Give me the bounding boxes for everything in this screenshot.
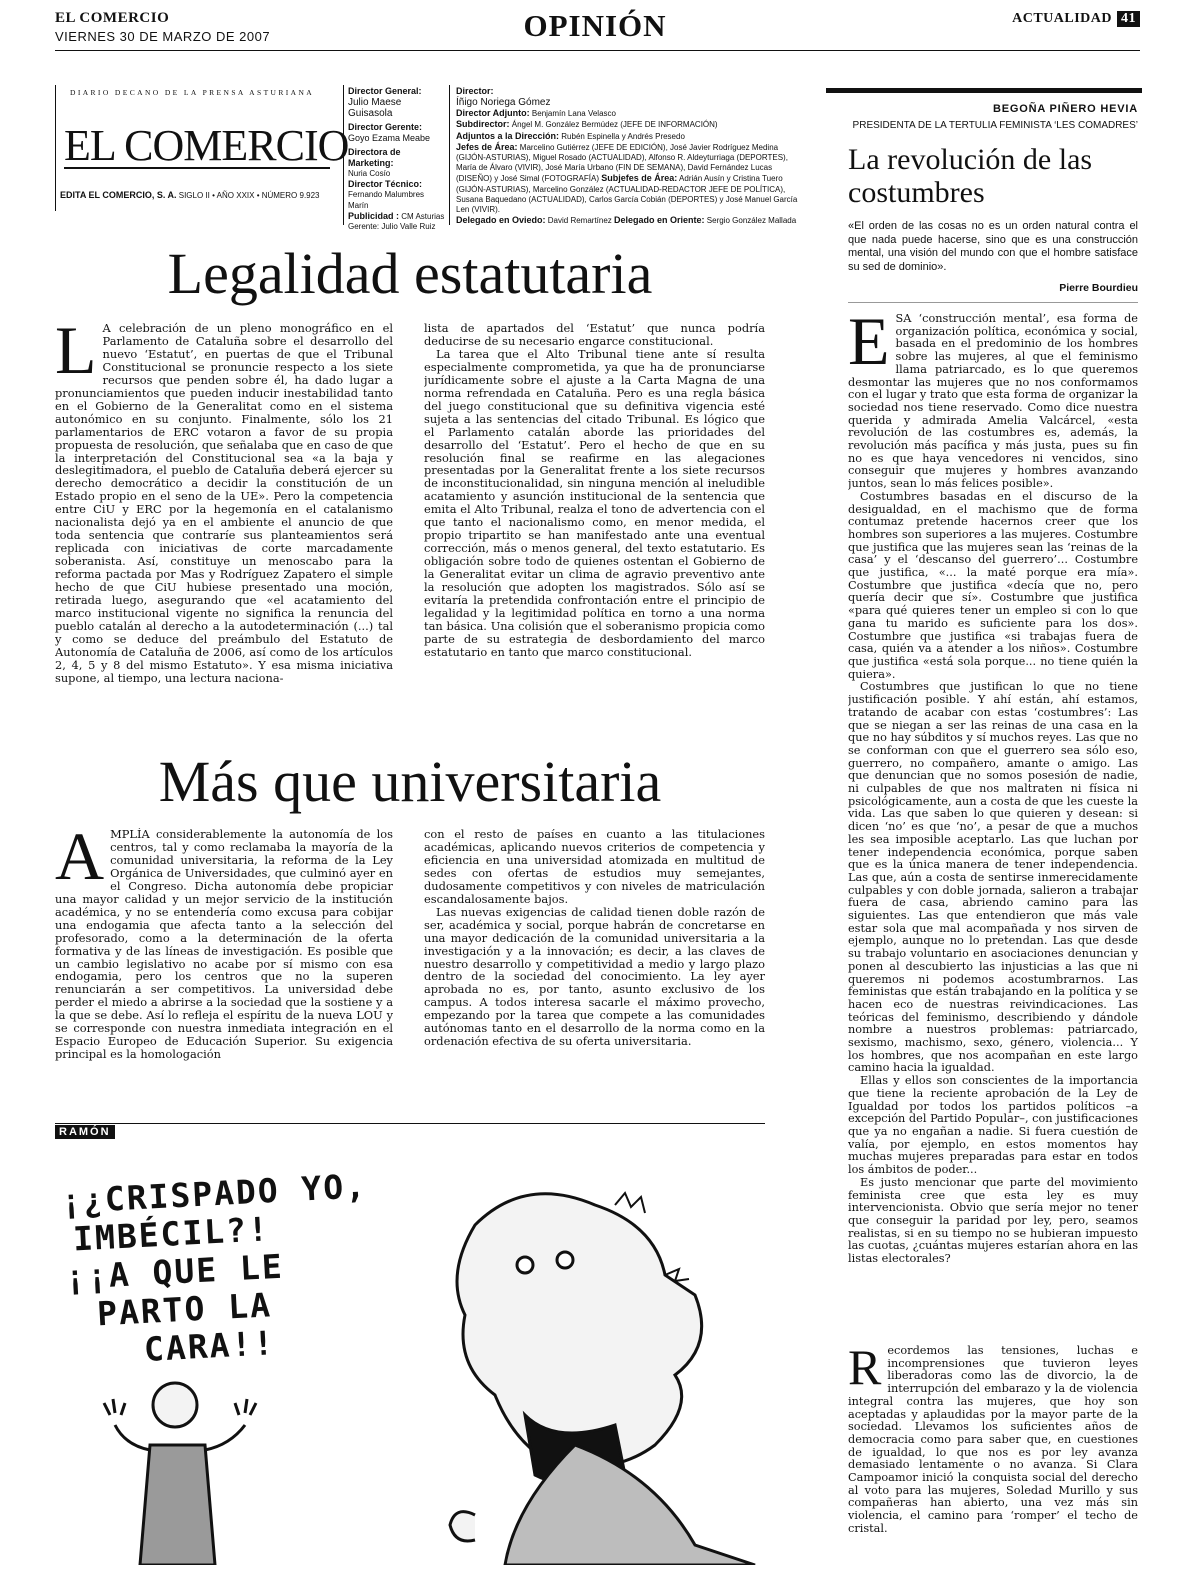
label-subjefes: Subjefes de Área:	[601, 173, 678, 184]
cartoon-panel	[55, 1145, 765, 1565]
section-title: OPINIÓN	[523, 8, 667, 43]
column-body	[848, 313, 1138, 1338]
director-tecnico: Fernando Malumbres Marín	[348, 190, 425, 210]
column-paragraph-1: SA ‘construcción mental’, esa forma de organización política, económica y social, basada en el predominio de los hombres sobre las mujeres, al que el feminismo llama patriarcado, es lo que queremos desmontar las mujeres que no nos conformamos con el lugar y trato que esta forma de organizar la sociedad nos tiene reservado. Como dice nuestra querida y admirada Amelia Valcárcel, «esta revolución de las costumbres es, además, la revolución más pacífica y más justa, pues su fin no es que haya vencedores ni vencidos, sino conseguir que mujeres y hombres avanzando juntos, sean lo más felices posible».	[848, 313, 1138, 491]
editorial-1-column-1	[55, 322, 393, 717]
editorial-1-title: Legalidad estatutaria	[167, 241, 653, 306]
masthead-management	[348, 86, 446, 232]
column-title: La revolución de las costumbres	[848, 143, 1093, 209]
logo-rule	[64, 167, 330, 169]
column-drop-cap: E	[848, 313, 890, 379]
masthead-editorial-staff	[456, 86, 798, 226]
editorial-2-paragraph-3: Las nuevas exigencias de calidad tienen doble razón de ser, académica y social, porque habrán de concretarse en una mayor dedicación de la comunidad universitaria a la investigación y a la innovación; es decir, a las claves de nuestro desarrollo y competitividad a medio y largo plazo dentro de la sociedad del conocimiento. La ley ayer aprobada no es, por tanto, asunto exclusivo de los campus. A todos interesa sacarle el máximo provecho, empezando por la tarea que compete a las comunidades autónomas tanto en el desarrollo de la norma como en la ordenación efectiva de su oferta universitaria.	[424, 904, 765, 1049]
column-paragraph-2: Costumbres basadas en el discurso de la desigualdad, en el machismo que de forma contumaz pretende hacernos creer que los hombres son superiores a las mujeres. Costumbre que justifica que las mujeres sean las ‘reinas de la casa’ y el ‘descanso del guerrero’... Costumbre que justifica, «... la maté porque era mía». Costumbre que justifica «decía que no, pero quería decir que sí». Costumbre que justifica «para qué quieres tener un empleo si con lo que gana tu marido es suficiente para los dos». Costumbre que justifica «si trabajas fuera de casa, quién va a atender a los niños». Costumbre que justifica «está sola porque... no tiene quién la quiera».	[848, 489, 1138, 681]
cartoon-line-4: PARTO LA	[96, 1285, 273, 1334]
page-number: 41	[1117, 11, 1140, 27]
column-body-end	[848, 1345, 1138, 1570]
header-rule	[55, 50, 1140, 51]
editorial-2-column-1	[55, 828, 393, 1090]
editorial-2-paragraph-1: MPLÍA considerablemente la autonomía de los centros, tal y como reclamaba la mayoría de la comunidad universitaria, la reforma de la Ley Orgánica de Universidades, que culminó ayer en el Congreso. Dicha autonomía debe propiciar una mayor calidad y un mejor servicio de la institución académica, y no se entendería como excusa para cobijar una endogamia que afecta tanto a la selección del profesorado, como a la determinación de la oferta formativa y de las líneas de investigación. Es posible que un cambio legislativo no acabe por sí mismo con esa endogamia, pero los centros que no la superen renunciarán a ser competitivos. La universidad debe perder el miedo a abrirse a la sociedad que la sostiene y a la que se debe. Así lo refleja el espíritu de la nueva LOU y se corresponde con nuestra inmediata integración en el Espacio Europeo de Educación Superior. Su exigencia principal es la homologación	[55, 828, 393, 1062]
column-paragraph-5: Es justo mencionar que parte del movimiento feminista cree que esta ley es muy intervencionista. Obvio que sería mejor no tener que conseguir la paridad por ley, pero, seamos realistas, si en su tiempo no se hubieran impuesto las cuotas, ¿cuántas mujeres estarían ahora en las listas electorales?	[848, 1175, 1138, 1266]
issue-date: VIERNES 30 DE MARZO DE 2007	[55, 29, 271, 44]
director: Íñigo Noriega Gómez	[456, 97, 551, 109]
column-paragraph-4: Ellas y ellos son conscientes de la importancia que tiene la reciente aprobación de la Ley de Igualdad por todos los partidos políticos –a excepción del Partido Popular–, con justificaciones que ya no engañan a nadie. Si fuera cuestión de valía, por ejemplo, en estos momentos hay muchas mujeres preparadas para estar en todos los ámbitos de poder...	[848, 1074, 1138, 1177]
label-director-general: Director General:	[348, 86, 422, 96]
jefes: Marcelino Gutiérrez (JEFE DE EDICIÓN), José Javier Rodríguez Medina (GIJÓN-ASTURIAS), Miguel Rosado (ACTUALIDAD), Alfonso R. Aldeyturriaga (DEPORTES), María de Álvaro (VIVIR), José María Urbano (FIN DE SEMANA), David Fernández Lucas (DISEÑO) y José Simal (FOTOGRAFÍA)	[456, 142, 788, 184]
editorial-1-paragraph-2: lista de apartados del ‘Estatut’ que nunca podría deducirse de su necesario engarce constitucional.	[424, 322, 765, 348]
column-paragraph-3: Costumbres que justifican lo que no tiene justificación posible. Y ahí están, ahí estamos, tratando de acabar con estas ‘costumbres’: Las que se niegan a ser las reinas de una casa en la que no hay súbditos y sí muchos reyes. Las que no se conforman con que el guerrero sea sólo eso, guerrero, no compañero, amante o amigo. Las que denuncian que no somos posesión de nadie, ni culpables de que nos maltraten ni física ni psicológicamente, aun a costa de que les cueste la vida. Las que saben lo que quieren y desean: si dicen ‘no’ es que ‘no’, a pesar de que a muchos les sea imposible aceptarlo. Las que luchan por tener independencia económica, porque saben que es la única manera de tener independencia. Las que, aún a costa de sentirse inmerecidamente culpables y con doble jornada, salieron a trabajar fuera de casa, abriendo camino para las siguientes. Las que entendieron que más vale estar sola que mal acompañada y nos sirven de ejemplo, aunque no lo pretendan. Las que desde su trabajo voluntario en asociaciones denuncian y ponen al descubierto las injusticias a las que ni queremos ni podemos acostumbrarnos. Las feministas que están trabajando en la política y se hacen eco de nuestras reivindicaciones. Las teóricas del feminismo, describiendo y dándole nombre a nuestros problemas: patriarcado, sexismo, machismo, sexo, género, violencia... Y los hombres, que nos acompañan en este largo camino hacia la igualdad.	[848, 680, 1138, 1075]
delegado-oriente: Sergio González Mallada	[706, 216, 797, 226]
column-top-rule	[826, 88, 1142, 93]
label-director-adjunto: Director Adjunto:	[456, 108, 530, 119]
editorial-1-paragraph-3: La tarea que el Alto Tribunal tiene ante sí resulta especialmente comprometida, ya que ha de pronunciarse jurídicamente sobre el ajuste a la Carta Magna de una norma refrendada en Cataluña. Pero es una regla básica del juego constitucional que su definitiva vigencia esté sujeta a las sentencias del citado Tribunal. Es lógico que el Parlamento catalán aborde las prioridades del desarrollo del ‘Estatut’. Pero el hecho de que en su resolución final se reafirme en las alegaciones presentadas por la Generalitat frente a los siete recursos de inconstitucionalidad, sin ninguna mención al ineludible acatamiento y asunción institucional de la sentencia que emita el Alto Tribunal, realza el tono de advertencia con el que tanto el nacionalismo como, en menor medida, el propio tripartito se han manifestado ante una eventual corrección, más o menos general, del texto estatutario. Es obligación sobre todo de quienes ostentan el Gobierno de la Generalitat evitar un clima de agravio preventivo ante la resolución que adopten los magistrados. Sólo así se evitaría la pretendida confrontación entre el principio de legalidad y la legitimidad política en torno a una norma tan básica. Una colisión que el soberanismo propicia como parte de su estrategia de desbordamiento del marco estatutario en tanto que marco constitucional.	[424, 346, 765, 659]
director-gerente: Goyo Ezama Meabe	[348, 133, 431, 144]
label-director-gerente: Director Gerente:	[348, 122, 423, 133]
label-subdirector: Subdirector:	[456, 119, 510, 130]
angry-man-figure	[450, 1194, 755, 1565]
publication-name: EL COMERCIO	[55, 10, 170, 26]
editorial-1-column-2	[424, 322, 765, 717]
publisher-name: EDITA EL COMERCIO, S. A.	[60, 190, 177, 200]
publicidad: CM Asturias	[401, 211, 445, 221]
label-adjuntos: Adjuntos a la Dirección:	[456, 130, 560, 141]
edition-info: SIGLO II • AÑO XXIX • NÚMERO 9.923	[178, 191, 320, 200]
newspaper-logo: EL COMERCIO	[64, 121, 349, 170]
editorial-1-drop-cap: L	[55, 322, 97, 388]
subdirector: Ángel M. González Bermúdez (JEFE DE INFORMACIÓN)	[511, 120, 718, 130]
delegado-oviedo: David Remartínez	[547, 216, 612, 226]
subjefes: Adrián Ausín y Cristina Tuero (GIJÓN-ASTURIAS), Marcelino González (ACTUALIDAD-REDACTOR JEFE DE POLÍTICA), Susana Baquedano (ACTUALIDAD), Carlos García Cobián (DEPORTES) y José Manuel García Len (VIVIR).	[456, 174, 798, 215]
subsection-label	[1012, 11, 1140, 27]
gerente: Gerente: Julio Valle Ruiz	[348, 222, 436, 232]
label-directora-marketing: Directora de Marketing:	[348, 146, 401, 168]
epigraph-rule	[848, 302, 1138, 303]
director-general: Julio Maese Guisasola	[348, 97, 402, 120]
column-author-role: PRESIDENTA DE LA TERTULIA FEMINISTA ‘LES COMADRES’	[852, 120, 1138, 131]
cartoon-rule	[55, 1123, 765, 1124]
director-adjunto: Benjamín Lana Velasco	[531, 109, 616, 119]
column-epigraph: «El orden de las cosas no es un orden natural contra el que nada puede hacerse, sino que es una construcción mental, una visión del mundo con que el hombre satisface su sed de dominio».	[848, 220, 1138, 273]
publisher-line	[60, 190, 320, 200]
cartoon-author: RAMÓN	[55, 1125, 115, 1139]
cartoon-line-1: ¡¿CRISPADO YO,	[60, 1166, 368, 1222]
directora-marketing: Nuria Cosío	[348, 169, 391, 179]
adjuntos: Rubén Espinella y Andrés Presedo	[561, 131, 685, 141]
cartoon-drawing	[55, 1145, 765, 1565]
masthead-divider-1	[343, 85, 344, 225]
label-publicidad: Publicidad :	[348, 210, 400, 221]
editorial-2-paragraph-2: con el resto de países en cuanto a las titulaciones académicas, aplicando nuevos criterios de competencia y eficiencia en una universidad atomizada en multitud de sedes con ofertas de estudios muy semejantes, dudosamente competitivos y con niveles de matriculación escandalosamente bajos.	[424, 828, 765, 906]
column-drop-cap-2: R	[848, 1345, 882, 1395]
editorial-2-drop-cap: A	[55, 828, 105, 894]
column-paragraph-6: ecordemos las tensiones, luchas e incomprensiones que tuvieron leyes liberadoras como las de divorcio, la de interrupción del embarazo y la de violencia integral contra las mujeres, que hoy son aceptadas y aplaudidas por la mayor parte de la sociedad. Llevamos los suficientes años de democracia como para saber que, en cuestiones de igualdad, lo que nos es por ley avanza demasiado lentamente o no avanza. Si Clara Campoamor inició la conquista social del derecho al voto para las mujeres, Soledad Murillo y sus compañeras han abierto, una vez más sin violencia, el camino para ‘romper’ el techo de cristal.	[848, 1345, 1138, 1535]
cartoon-line-3: ¡¡A QUE LE	[64, 1246, 285, 1297]
editorial-2-column-2	[424, 828, 765, 1090]
editorial-1-paragraph-1: A celebración de un pleno monográfico en el Parlamento de Cataluña sobre el desarrollo del nuevo ‘Estatut’, en puertas de que el Tribunal Constitucional se pronuncie respecto a los siete recursos que penden sobre él, ha dado lugar a pronunciamientos que pueden inducir inestabilidad tanto en el Gobierno de la Generalitat como en el sistema autonómico en su conjunto. Finalmente, sólo los 21 parlamentarios de ERC votaron a favor de su propia propuesta de resolución, que señalaba que en caso de que la interpretación del Constitucional sea «a la baja y deslegitimadora, el pueblo de Cataluña deberá ejercer su derecho democrático a decidir la constitución de un Estado propio en el seno de la UE». Pero la competencia entre CiU y ERC por la hegemonía en el catalanismo nacionalista dejó ya en el ambiente el anuncio de que toda sentencia que contraríe sus planteamientos será replicada con iniciativas de corte marcadamente soberanista. Así, constituye un menoscabo para la reforma pactada por Mas y Rodríguez Zapatero el simple hecho de que CiU hubiese presentado una moción, retirada luego, asegurando que «el acatamiento del marco institucional vigente no significa la renuncia del pueblo catalán al derecho a la autodeterminación (...) tal y como se deduce del preámbulo del Estatuto de Autonomía de Cataluña de 2006, así como de los artículos 2, 4, 5 y 8 del mismo Estatuto». Y esa misma iniciativa supone, al tiempo, una lectura naciona-	[55, 322, 393, 685]
column-author: BEGOÑA PIÑERO HEVIA	[993, 103, 1138, 115]
label-delegado-oriente: Delegado en Oriente:	[614, 215, 705, 226]
masthead-tagline: DIARIO DECANO DE LA PRENSA ASTURIANA	[70, 88, 315, 97]
masthead-divider-2	[449, 85, 450, 225]
label-jefes: Jefes de Área:	[456, 141, 518, 152]
label-director-tecnico: Director Técnico:	[348, 179, 423, 190]
column-epigraph-author: Pierre Bourdieu	[1059, 282, 1138, 294]
label-director: Director:	[456, 86, 494, 96]
editorial-2-title: Más que universitaria	[158, 749, 662, 814]
subsection-name: ACTUALIDAD	[1012, 11, 1112, 26]
small-man-figure	[104, 1383, 256, 1565]
cartoon-line-2: IMBÉCIL?!	[72, 1209, 271, 1259]
cartoon-line-5: CARA!!	[143, 1323, 277, 1369]
label-delegado-oviedo: Delegado en Oviedo:	[456, 215, 546, 226]
